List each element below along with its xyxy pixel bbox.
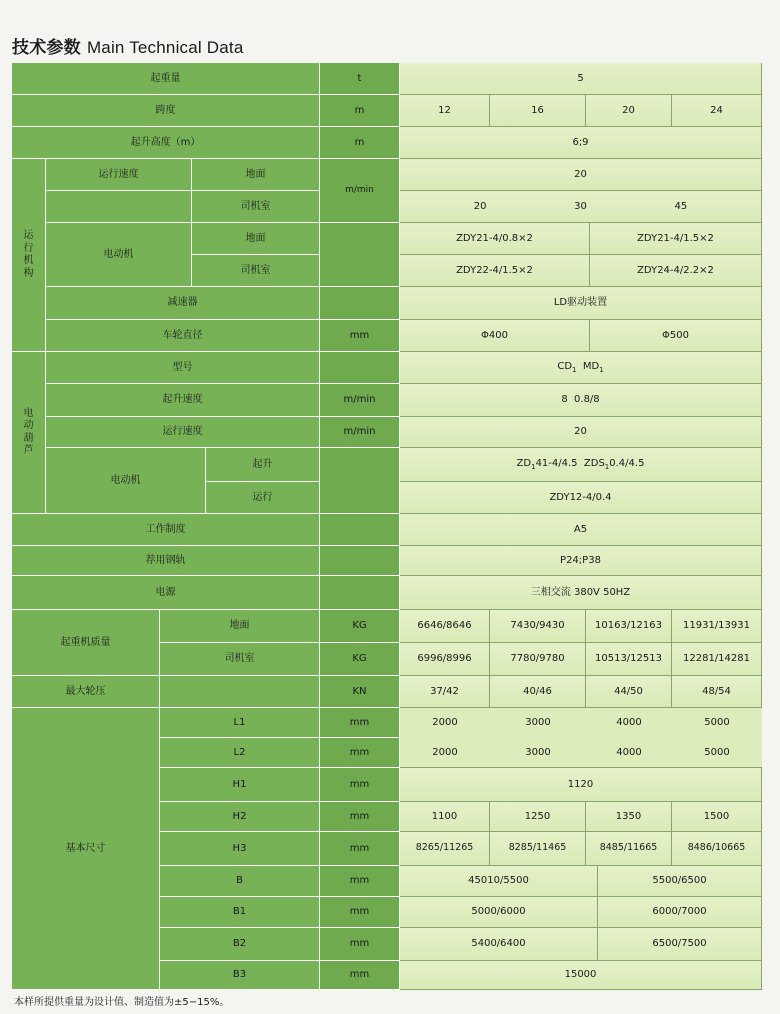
lifting-height-label: 起升高度（m） bbox=[12, 127, 320, 159]
technical-data-table bbox=[12, 63, 762, 995]
speed-cab-value: 20 bbox=[473, 200, 487, 212]
dim-h2-value: 1250 bbox=[490, 802, 586, 832]
dim-h2-value: 1500 bbox=[672, 802, 762, 832]
dim-h3-unit: mm bbox=[320, 832, 400, 866]
crane-mass-ground-value: 10163/12163 bbox=[586, 610, 672, 643]
title-cn: 技术参数 bbox=[12, 38, 81, 58]
hoist-group bbox=[12, 352, 46, 514]
dim-h3-label: H3 bbox=[160, 832, 320, 866]
dim-h1-label: H1 bbox=[160, 768, 320, 802]
lift-motor-a-sub: 1 bbox=[531, 462, 536, 471]
lift-motor-b-sub: 1 bbox=[604, 462, 610, 471]
travel-motor-cab-value: ZDY24-4/2.2×2 bbox=[590, 255, 762, 287]
dim-b3-label: B3 bbox=[160, 961, 320, 990]
travel-speed-cab-values bbox=[400, 191, 762, 223]
model-a-sub: 1 bbox=[572, 365, 577, 374]
travel-speed-ground-label: 地面 bbox=[192, 159, 320, 191]
group-char: 构 bbox=[23, 267, 34, 279]
duty-unit bbox=[320, 514, 400, 546]
hoist-travel-speed-label: 运行速度 bbox=[46, 417, 320, 448]
lifting-capacity-unit: t bbox=[320, 63, 400, 95]
crane-mass-cab-value: 6996/8996 bbox=[400, 643, 490, 676]
lifting-height-unit: m bbox=[320, 127, 400, 159]
duty-value: A5 bbox=[400, 514, 762, 546]
reducer-value: LD驱动装置 bbox=[400, 287, 762, 320]
speed-cab-value: 30 bbox=[574, 200, 587, 212]
crane-mass-label: 起重机质量 bbox=[12, 610, 160, 676]
dim-l1-unit: mm bbox=[320, 708, 400, 738]
dim-h1-unit: mm bbox=[320, 768, 400, 802]
dim-l1-value: 4000 bbox=[586, 708, 672, 738]
hoist-lift-speed-label: 起升速度 bbox=[46, 384, 320, 417]
wheel-diameter-value: Φ500 bbox=[590, 320, 762, 352]
wheel-diameter-unit: mm bbox=[320, 320, 400, 352]
span-value: 12 bbox=[400, 95, 490, 127]
max-wheel-load-unit: KN bbox=[320, 676, 400, 708]
span-label: 跨度 bbox=[12, 95, 320, 127]
dim-l1-value: 5000 bbox=[672, 708, 762, 738]
dim-h3-value: 8486/10665 bbox=[672, 832, 762, 866]
dim-b2-unit: mm bbox=[320, 928, 400, 961]
group-char: 行 bbox=[23, 242, 34, 254]
title-en: Main Technical Data bbox=[86, 38, 244, 57]
travel-motor-cab-label: 司机室 bbox=[192, 255, 320, 287]
span-value: 16 bbox=[490, 95, 586, 127]
power-value: 三相交流 380V 50HZ bbox=[400, 576, 762, 610]
dim-h2-value: 1100 bbox=[400, 802, 490, 832]
max-wheel-load-label: 最大轮压 bbox=[12, 676, 160, 708]
group-char: 葫 bbox=[23, 432, 34, 444]
dim-b-unit: mm bbox=[320, 866, 400, 897]
dim-l2-label: L2 bbox=[160, 738, 320, 768]
lift-motor-a: ZD bbox=[516, 457, 532, 469]
crane-mass-ground-label: 地面 bbox=[160, 610, 320, 643]
dim-h1-value: 1120 bbox=[400, 768, 762, 802]
hoist-model-value bbox=[400, 352, 762, 384]
crane-mass-cab-label: 司机室 bbox=[160, 643, 320, 676]
wheel-diameter-label: 车轮直径 bbox=[46, 320, 320, 352]
crane-mass-cab-value: 7780/9780 bbox=[490, 643, 586, 676]
dim-b2-value: 5400/6400 bbox=[400, 928, 598, 961]
dim-l2-value: 4000 bbox=[586, 738, 672, 768]
dim-b-value: 45010/5500 bbox=[400, 866, 598, 897]
travel-motor-ground-value: ZDY21-4/1.5×2 bbox=[590, 223, 762, 255]
lifting-height-value: 6;9 bbox=[400, 127, 762, 159]
dim-h3-value: 8265/11265 bbox=[400, 832, 490, 866]
wheel-diameter-value: Φ400 bbox=[400, 320, 590, 352]
rail-label: 荐用钢轨 bbox=[12, 546, 320, 576]
travel-motor-ground-value: ZDY21-4/0.8×2 bbox=[400, 223, 590, 255]
hoist-motor-lift-value bbox=[400, 448, 762, 482]
dim-h3-value: 8285/11465 bbox=[490, 832, 586, 866]
hoist-motor-unit bbox=[320, 448, 400, 514]
dim-l2-value: 2000 bbox=[400, 738, 490, 768]
hoist-travel-speed-value: 20 bbox=[400, 417, 762, 448]
crane-mass-unit: KG bbox=[320, 643, 400, 676]
crane-mass-ground-value: 7430/9430 bbox=[490, 610, 586, 643]
max-wheel-load-spacer bbox=[160, 676, 320, 708]
travel-speed-unit: m/min bbox=[320, 159, 400, 223]
dim-b2-label: B2 bbox=[160, 928, 320, 961]
dim-l1-label: L1 bbox=[160, 708, 320, 738]
hoist-motor-lift-label: 起升 bbox=[206, 448, 320, 482]
hoist-lift-speed-unit: m/min bbox=[320, 384, 400, 417]
span-unit: m bbox=[320, 95, 400, 127]
dim-h2-unit: mm bbox=[320, 802, 400, 832]
travel-motor-label: 电动机 bbox=[46, 223, 192, 287]
group-char: 电 bbox=[23, 407, 34, 419]
travel-motor-ground-label: 地面 bbox=[192, 223, 320, 255]
rail-unit bbox=[320, 546, 400, 576]
hoist-model-label: 型号 bbox=[46, 352, 320, 384]
dim-l2-value: 3000 bbox=[490, 738, 586, 768]
dim-l1-value: 2000 bbox=[400, 708, 490, 738]
travel-speed-label: 运行速度 bbox=[46, 159, 192, 191]
travel-speed-spacer bbox=[46, 191, 192, 223]
dim-b3-value: 15000 bbox=[400, 961, 762, 990]
max-wheel-load-value: 37/42 bbox=[400, 676, 490, 708]
group-char: 机 bbox=[23, 255, 34, 266]
dim-b2-value: 6500/7500 bbox=[598, 928, 762, 961]
dim-b1-label: B1 bbox=[160, 897, 320, 928]
max-wheel-load-value: 40/46 bbox=[490, 676, 586, 708]
max-wheel-load-value: 44/50 bbox=[586, 676, 672, 708]
model-a: CD bbox=[557, 360, 573, 372]
lifting-capacity-value: 5 bbox=[400, 63, 762, 95]
group-char: 动 bbox=[23, 420, 34, 431]
dim-h3-value: 8485/11665 bbox=[586, 832, 672, 866]
hoist-motor-label: 电动机 bbox=[46, 448, 206, 514]
dim-l2-unit: mm bbox=[320, 738, 400, 768]
model-b: MD bbox=[582, 360, 600, 372]
page-title bbox=[12, 33, 244, 58]
travel-motor-cab-value: ZDY22-4/1.5×2 bbox=[400, 255, 590, 287]
travel-mechanism-group bbox=[12, 159, 46, 352]
crane-mass-cab-value: 12281/14281 bbox=[672, 643, 762, 676]
lifting-capacity-label: 起重量 bbox=[12, 63, 320, 95]
hoist-lift-speed-value: 8 0.8/8 bbox=[400, 384, 762, 417]
lift-motor-a-rest: 41-4/4.5 bbox=[535, 457, 578, 469]
power-label: 电源 bbox=[12, 576, 320, 610]
travel-speed-cab-label: 司机室 bbox=[192, 191, 320, 223]
travel-motor-unit bbox=[320, 223, 400, 287]
hoist-motor-travel-value: ZDY12-4/0.4 bbox=[400, 482, 762, 514]
dim-b1-value: 6000/7000 bbox=[598, 897, 762, 928]
span-value: 20 bbox=[586, 95, 672, 127]
reducer-unit bbox=[320, 287, 400, 320]
dim-b-label: B bbox=[160, 866, 320, 897]
footer-note: 本样所提供重量为设计值、制造值为±5−15%。 bbox=[14, 997, 230, 1008]
max-wheel-load-value: 48/54 bbox=[672, 676, 762, 708]
dim-b-value: 5500/6500 bbox=[598, 866, 762, 897]
group-char: 芦 bbox=[23, 445, 34, 456]
crane-mass-ground-value: 11931/13931 bbox=[672, 610, 762, 643]
reducer-label: 减速器 bbox=[46, 287, 320, 320]
dim-h2-value: 1350 bbox=[586, 802, 672, 832]
dim-h2-label: H2 bbox=[160, 802, 320, 832]
hoist-travel-speed-unit: m/min bbox=[320, 417, 400, 448]
crane-mass-unit: KG bbox=[320, 610, 400, 643]
dim-l1-value: 3000 bbox=[490, 708, 586, 738]
dim-b1-unit: mm bbox=[320, 897, 400, 928]
power-unit bbox=[320, 576, 400, 610]
hoist-model-unit bbox=[320, 352, 400, 384]
duty-label: 工作制度 bbox=[12, 514, 320, 546]
group-char: 运 bbox=[23, 230, 34, 241]
rail-value: P24;P38 bbox=[400, 546, 762, 576]
span-value: 24 bbox=[672, 95, 762, 127]
travel-speed-ground-value: 20 bbox=[400, 159, 762, 191]
dimensions-label: 基本尺寸 bbox=[12, 708, 160, 990]
model-b-sub: 1 bbox=[599, 365, 604, 374]
dim-b1-value: 5000/6000 bbox=[400, 897, 598, 928]
crane-mass-ground-value: 6646/8646 bbox=[400, 610, 490, 643]
dim-l2-value: 5000 bbox=[672, 738, 762, 768]
lift-motor-b: ZDS bbox=[583, 457, 605, 469]
hoist-motor-travel-label: 运行 bbox=[206, 482, 320, 514]
dim-b3-unit: mm bbox=[320, 961, 400, 990]
lift-motor-b-rest: 0.4/4.5 bbox=[609, 457, 645, 469]
speed-cab-value: 45 bbox=[674, 200, 688, 212]
crane-mass-cab-value: 10513/12513 bbox=[586, 643, 672, 676]
